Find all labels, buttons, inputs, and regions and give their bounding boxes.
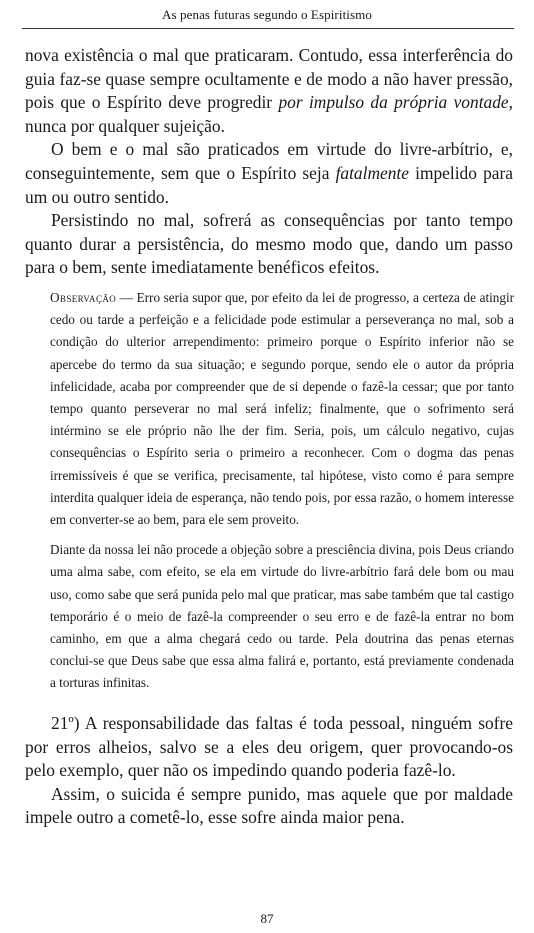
observation-note — [50, 287, 514, 695]
body-text-bottom — [25, 712, 513, 830]
text-span: Persistindo no mal, sofrerá as consequências por tanto tempo quanto durar a persistência, do mesmo modo que, dando um passo para o bem, sente imediatamente benéficos efeitos. — [25, 210, 513, 278]
page-number: 87 — [260, 911, 274, 926]
text-span: nova existência o mal que praticaram. Contudo, essa interferência do guia faz-se quase sempre ocultamente e de modo a não haver pressão, pois que o Espírito deve progredir — [25, 45, 513, 113]
paragraph — [25, 712, 513, 783]
note-paragraph — [50, 539, 514, 694]
running-header: As penas futuras segundo o Espiritismo — [162, 7, 372, 22]
text-span: Assim, o suicida é sempre punido, mas aquele que por maldade impele outro a cometê-lo, esse sofre ainda maior pena. — [25, 783, 513, 828]
text-span: impelido para um ou outro sentido. — [25, 162, 513, 207]
note-separator: — — [116, 290, 137, 305]
note-text: Erro seria supor que, por efeito da lei de progresso, a certeza de atingir cedo ou tarde a perfeição e a felicidade pode estimular a perseverança no mal, sob a condição do ulterior arrependimento: primeiro porque o Espírito inferior não se apercebe do termo da sua situação; e segundo porque, sendo ele o autor da própria infelicidade, acaba por compreender que de si depende o fazê-la cessar; que por tanto tempo quanto perseverar no mal será infeliz; finalmente, que o sofrimento será intérmino se ele próprio não lhe der fim. Seria, pois, um cálculo negativo, cujas consequências o Espírito seria o primeiro a reconhecer. Com o dogma das penas irremissíveis é que se verifica, precisamente, tal hipótese, visto como é para sempre interdita qualquer ideia de esperança, não tendo pois, por essa razão, o homem interesse em converter-se ao bem, para ele sem proveito. — [50, 290, 515, 528]
text-span: O bem e o mal são praticados em virtude do livre-arbítrio, e, conseguintemente, sem que o Espírito seja — [25, 139, 513, 183]
paragraph — [25, 44, 513, 138]
italic-span: por impulso da própria vontade — [278, 92, 509, 113]
italic-span: fatalmente — [335, 162, 409, 183]
paragraph — [25, 138, 513, 209]
text-span: 21º) A responsabilidade das faltas é toda pessoal, ninguém sofre por erros alheios, salvo se a eles deu origem, quer provocando-os pelo exemplo, quer não os impedindo quando poderia fazê-lo. — [25, 713, 513, 781]
paragraph — [25, 783, 513, 830]
text-span: , nunca por qualquer sujeição. — [25, 92, 514, 136]
body-text-top — [25, 44, 513, 280]
note-text: Diante da nossa lei não procede a objeção sobre a presciência divina, pois Deus criando uma alma sabe, com efeito, se ela em virtude do livre-arbítrio fará dele bom ou mau uso, como sabe que será punida pelo mal que praticar, mas sabe também que tal castigo temporário é o meio de fazê-la compreender o seu erro e de fazê-la entrar no bom caminho, em que a alma chegará cedo ou tarde. Pela doutrina das penas eternas conclui-se que Deus sabe que essa alma falirá e, portanto, está previamente condenada a torturas infinitas. — [50, 542, 514, 691]
paragraph — [25, 209, 513, 280]
note-label: Observação — [50, 290, 117, 305]
note-paragraph — [50, 287, 514, 531]
header-divider — [22, 28, 514, 29]
